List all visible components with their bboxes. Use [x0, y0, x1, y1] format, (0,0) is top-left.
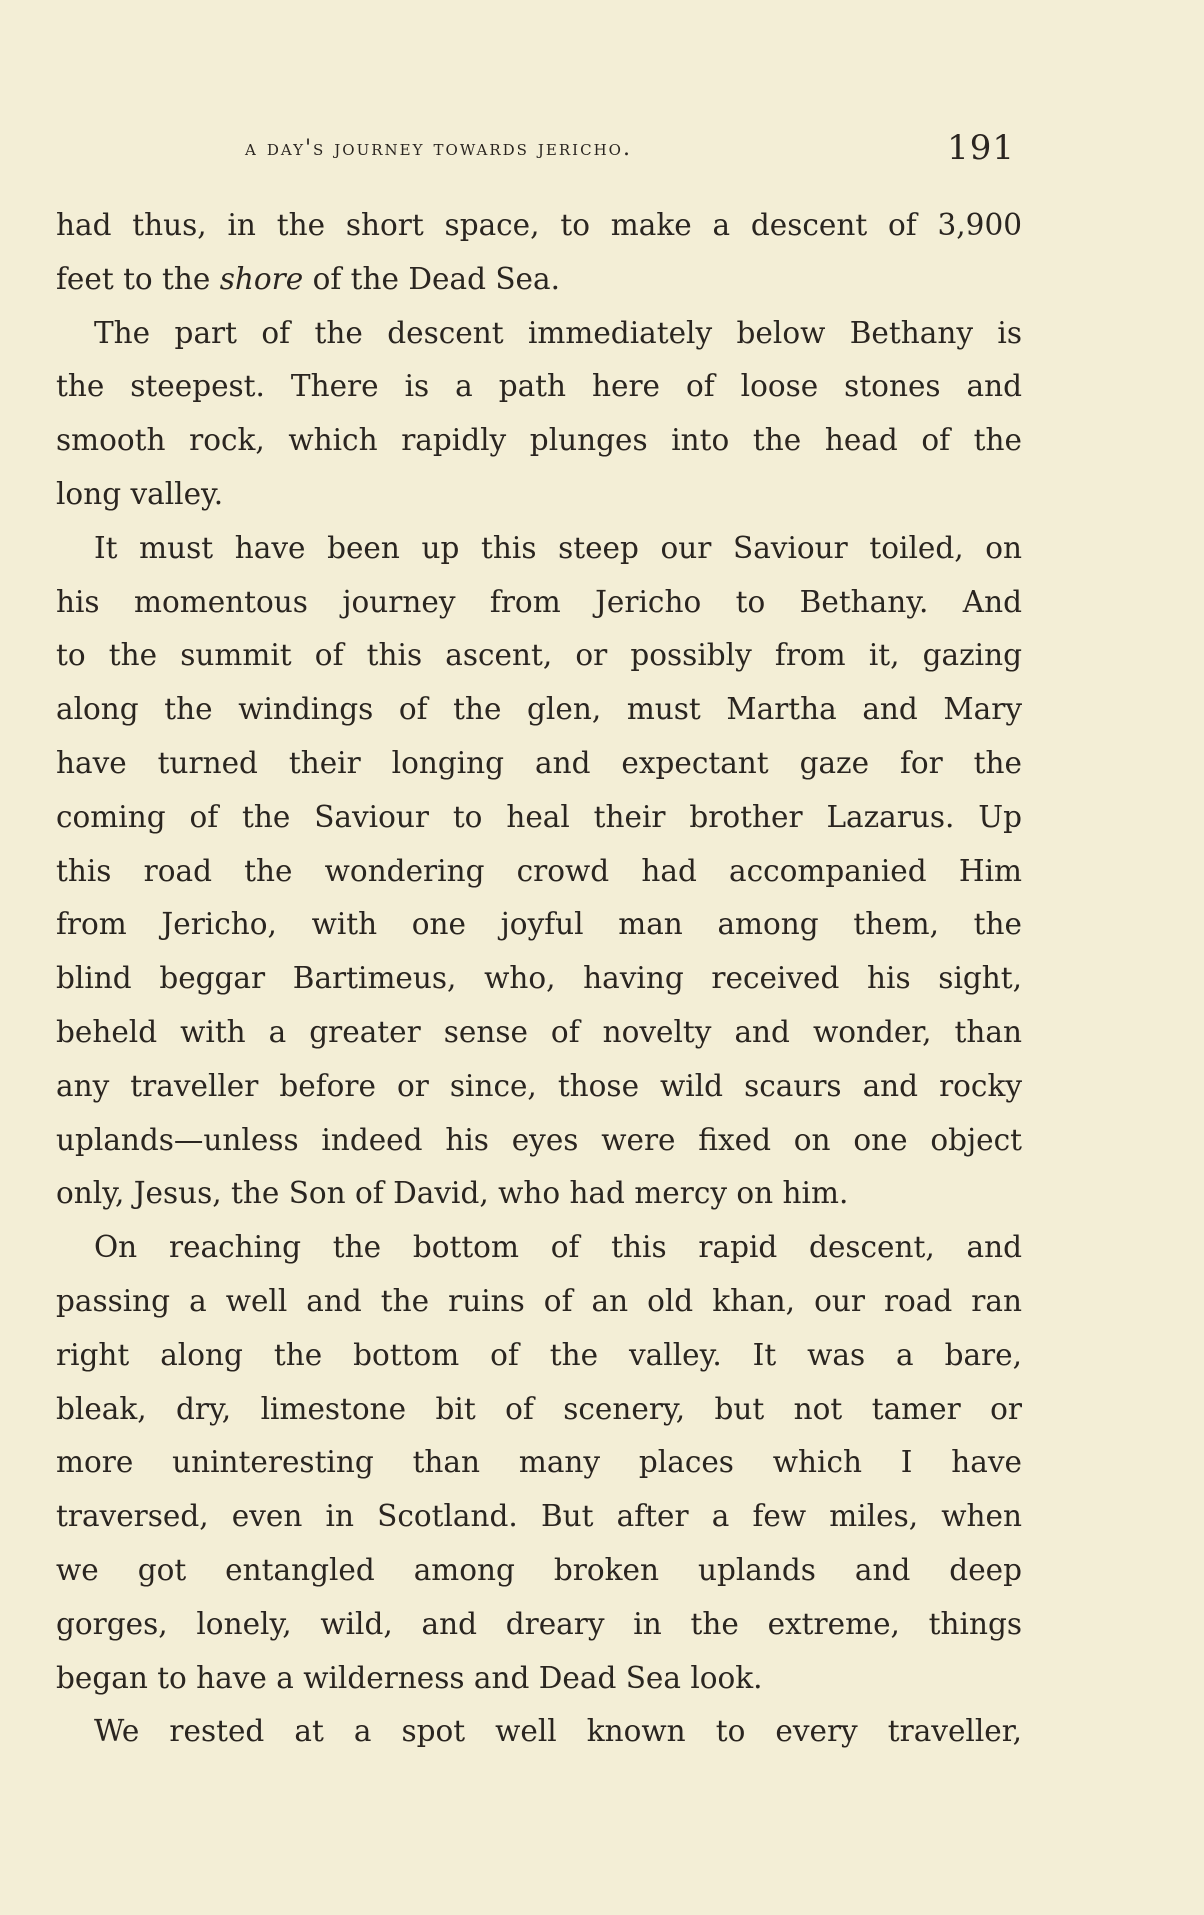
text-line: from Jericho, with one joyful man among them, the — [56, 907, 1022, 942]
running-head: a day's journey towards jericho. — [245, 136, 632, 161]
text-line: along the windings of the glen, must Martha and Mary — [56, 692, 1022, 727]
text-line: smooth rock, which rapidly plunges into the head of the — [56, 423, 1022, 458]
text-line: long valley. — [56, 476, 224, 511]
text-fragment: of the Dead Sea. — [312, 261, 560, 296]
text-fragment: feet to the — [56, 261, 211, 296]
text-line: uplands—unless indeed his eyes were fixed on one object — [56, 1122, 1022, 1157]
text-line: beheld with a greater sense of novelty and wonder, than — [56, 1014, 1022, 1049]
text-line: we got entangled among broken uplands and deep — [56, 1552, 1022, 1587]
text-line: to the summit of this ascent, or possibly from it, gazing — [56, 638, 1022, 673]
text-line: gorges, lonely, wild, and dreary in the extreme, things — [56, 1606, 1022, 1641]
text-line: this road the wondering crowd had accompanied Him — [56, 853, 1022, 888]
text-line: have turned their longing and expectant gaze for the — [56, 745, 1022, 780]
text-line: any traveller before or since, those wild scaurs and rocky — [56, 1068, 1022, 1103]
text-line: On reaching the bottom of this rapid descent, and — [94, 1230, 1022, 1265]
body-text — [56, 199, 1022, 1759]
page-number: 191 — [947, 128, 1015, 168]
text-line: more uninteresting than many places which I have — [56, 1445, 1022, 1480]
text-line: right along the bottom of the valley. It was a bare, — [56, 1337, 1022, 1372]
text-line: It must have been up this steep our Saviour toiled, on — [94, 530, 1022, 565]
text-line: bleak, dry, limestone bit of scenery, but not tamer or — [56, 1391, 1022, 1426]
text-line: his momentous journey from Jericho to Bethany. And — [56, 584, 1022, 619]
text-line: had thus, in the short space, to make a descent of 3,900 — [56, 208, 1022, 242]
text-line: We rested at a spot well known to every traveller, — [94, 1714, 1022, 1749]
text-line: blind beggar Bartimeus, who, having received his sight, — [56, 961, 1022, 996]
page-header — [245, 128, 1025, 168]
text-line — [56, 253, 1022, 307]
text-line: The part of the descent immediately below Bethany is — [94, 315, 1022, 350]
text-line: began to have a wilderness and Dead Sea look. — [56, 1660, 763, 1695]
text-line: coming of the Saviour to heal their brother Lazarus. Up — [56, 799, 1022, 834]
italic-word: shore — [219, 261, 304, 296]
text-line: only, Jesus, the Son of David, who had mercy on him. — [56, 1176, 849, 1211]
text-line: traversed, even in Scotland. But after a few miles, when — [56, 1499, 1022, 1534]
text-line: the steepest. There is a path here of loose stones and — [56, 369, 1022, 404]
text-line: passing a well and the ruins of an old khan, our road ran — [56, 1283, 1022, 1318]
